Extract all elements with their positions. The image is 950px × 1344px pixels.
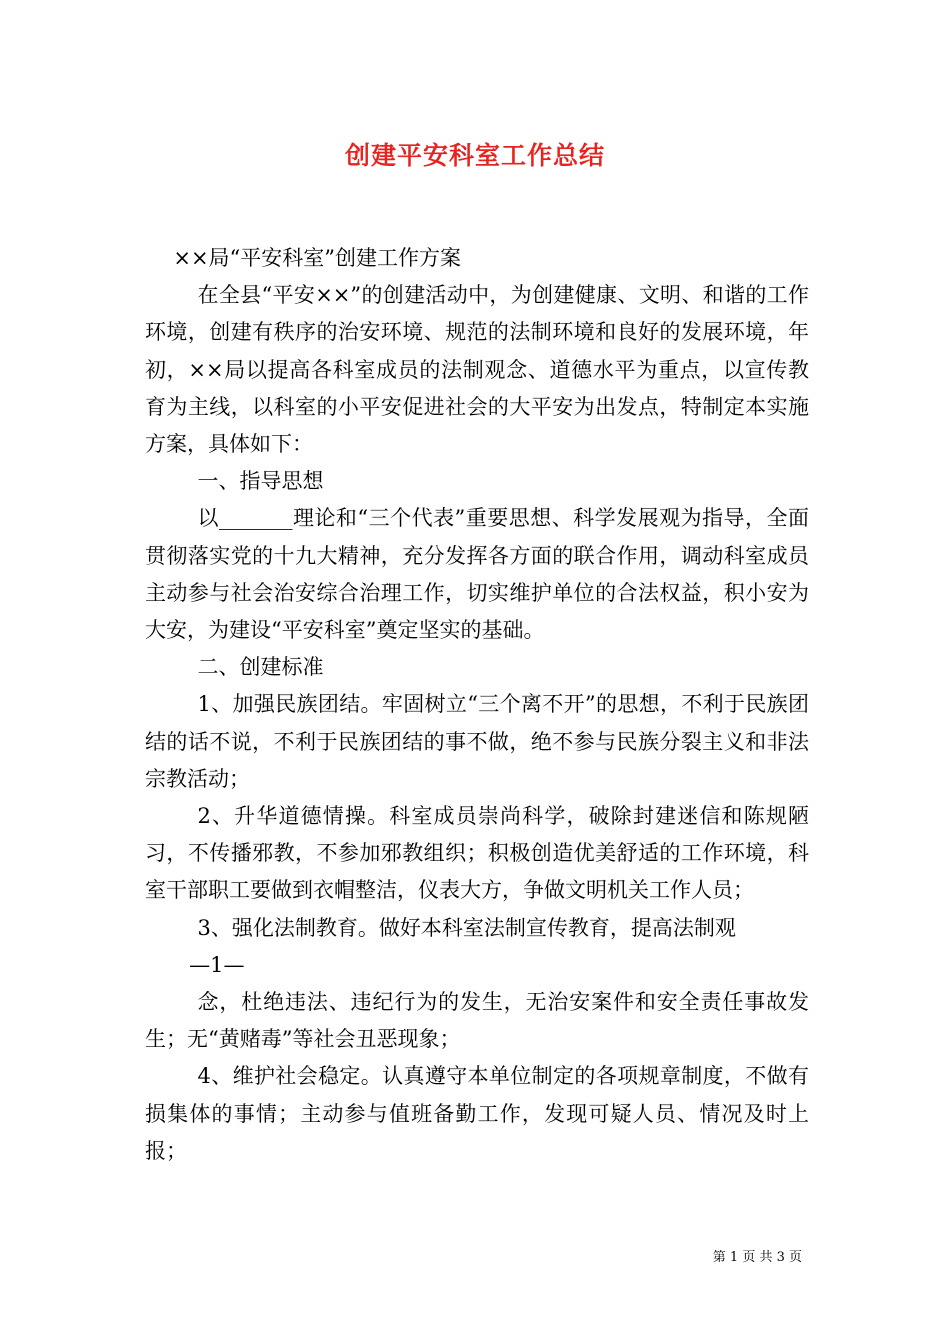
plan-heading: ××局“平安科室”创建工作方案 bbox=[173, 246, 462, 270]
guiding-ideology-paragraph: 以_______理论和“三个代表”重要思想、科学发展观为指导，全面贯彻落实党的十九大精神，充分发挥各方面的联合作用，调动科室成员主动参与社会治安综合治理工作，切实维护单位的合法权益，积小安为大安，为建设“平安科室”奠定坚实的基础。 bbox=[145, 506, 809, 643]
standard-item-1: 1、加强民族团结。牢固树立“三个离不开”的思想，不利于民族团结的话不说，不利于民族团结的事不做，绝不参与民族分裂主义和非法宗教活动； bbox=[145, 692, 809, 791]
standard-item-2: 2、升华道德情操。科室成员崇尚科学，破除封建迷信和陈规陋习，不传播邪教，不参加邪教组织；积极创造优美舒适的工作环境，科室干部职工要做到衣帽整洁，仪表大方，争做文明机关工作人员； bbox=[145, 804, 809, 903]
standard-item-3-continued: 念，杜绝违法、违纪行为的发生，无治安案件和安全责任事故发生；无“黄赌毒”等社会丑恶现象； bbox=[145, 990, 809, 1052]
section-heading-guiding-ideology: 一、指导思想 bbox=[197, 469, 324, 494]
inline-page-number: —1— bbox=[189, 952, 245, 977]
section-heading-standards: 二、创建标准 bbox=[197, 655, 324, 680]
standard-item-4: 4、维护社会稳定。认真遵守本单位制定的各项规章制度，不做有损集体的事情；主动参与值班备勤工作，发现可疑人员、情况及时上报； bbox=[145, 1064, 809, 1163]
standard-item-3-start: 3、强化法制教育。做好本科室法制宣传教育，提高法制观 bbox=[197, 915, 736, 940]
page-title: 创建平安科室工作总结 bbox=[344, 141, 605, 170]
page-indicator: 第 1 页 共 3 页 bbox=[712, 1250, 802, 1265]
intro-paragraph: 在全县“平安××”的创建活动中，为创建健康、文明、和谐的工作环境，创建有秩序的治安环境、规范的法制环境和良好的发展环境，年初，××局以提高各科室成员的法制观念、道德水平为重点，以宣传教育为主线，以科室的小平安促进社会的大平安为出发点，特制定本实施方案，具体如下： bbox=[145, 283, 809, 457]
document-body bbox=[145, 240, 809, 1170]
